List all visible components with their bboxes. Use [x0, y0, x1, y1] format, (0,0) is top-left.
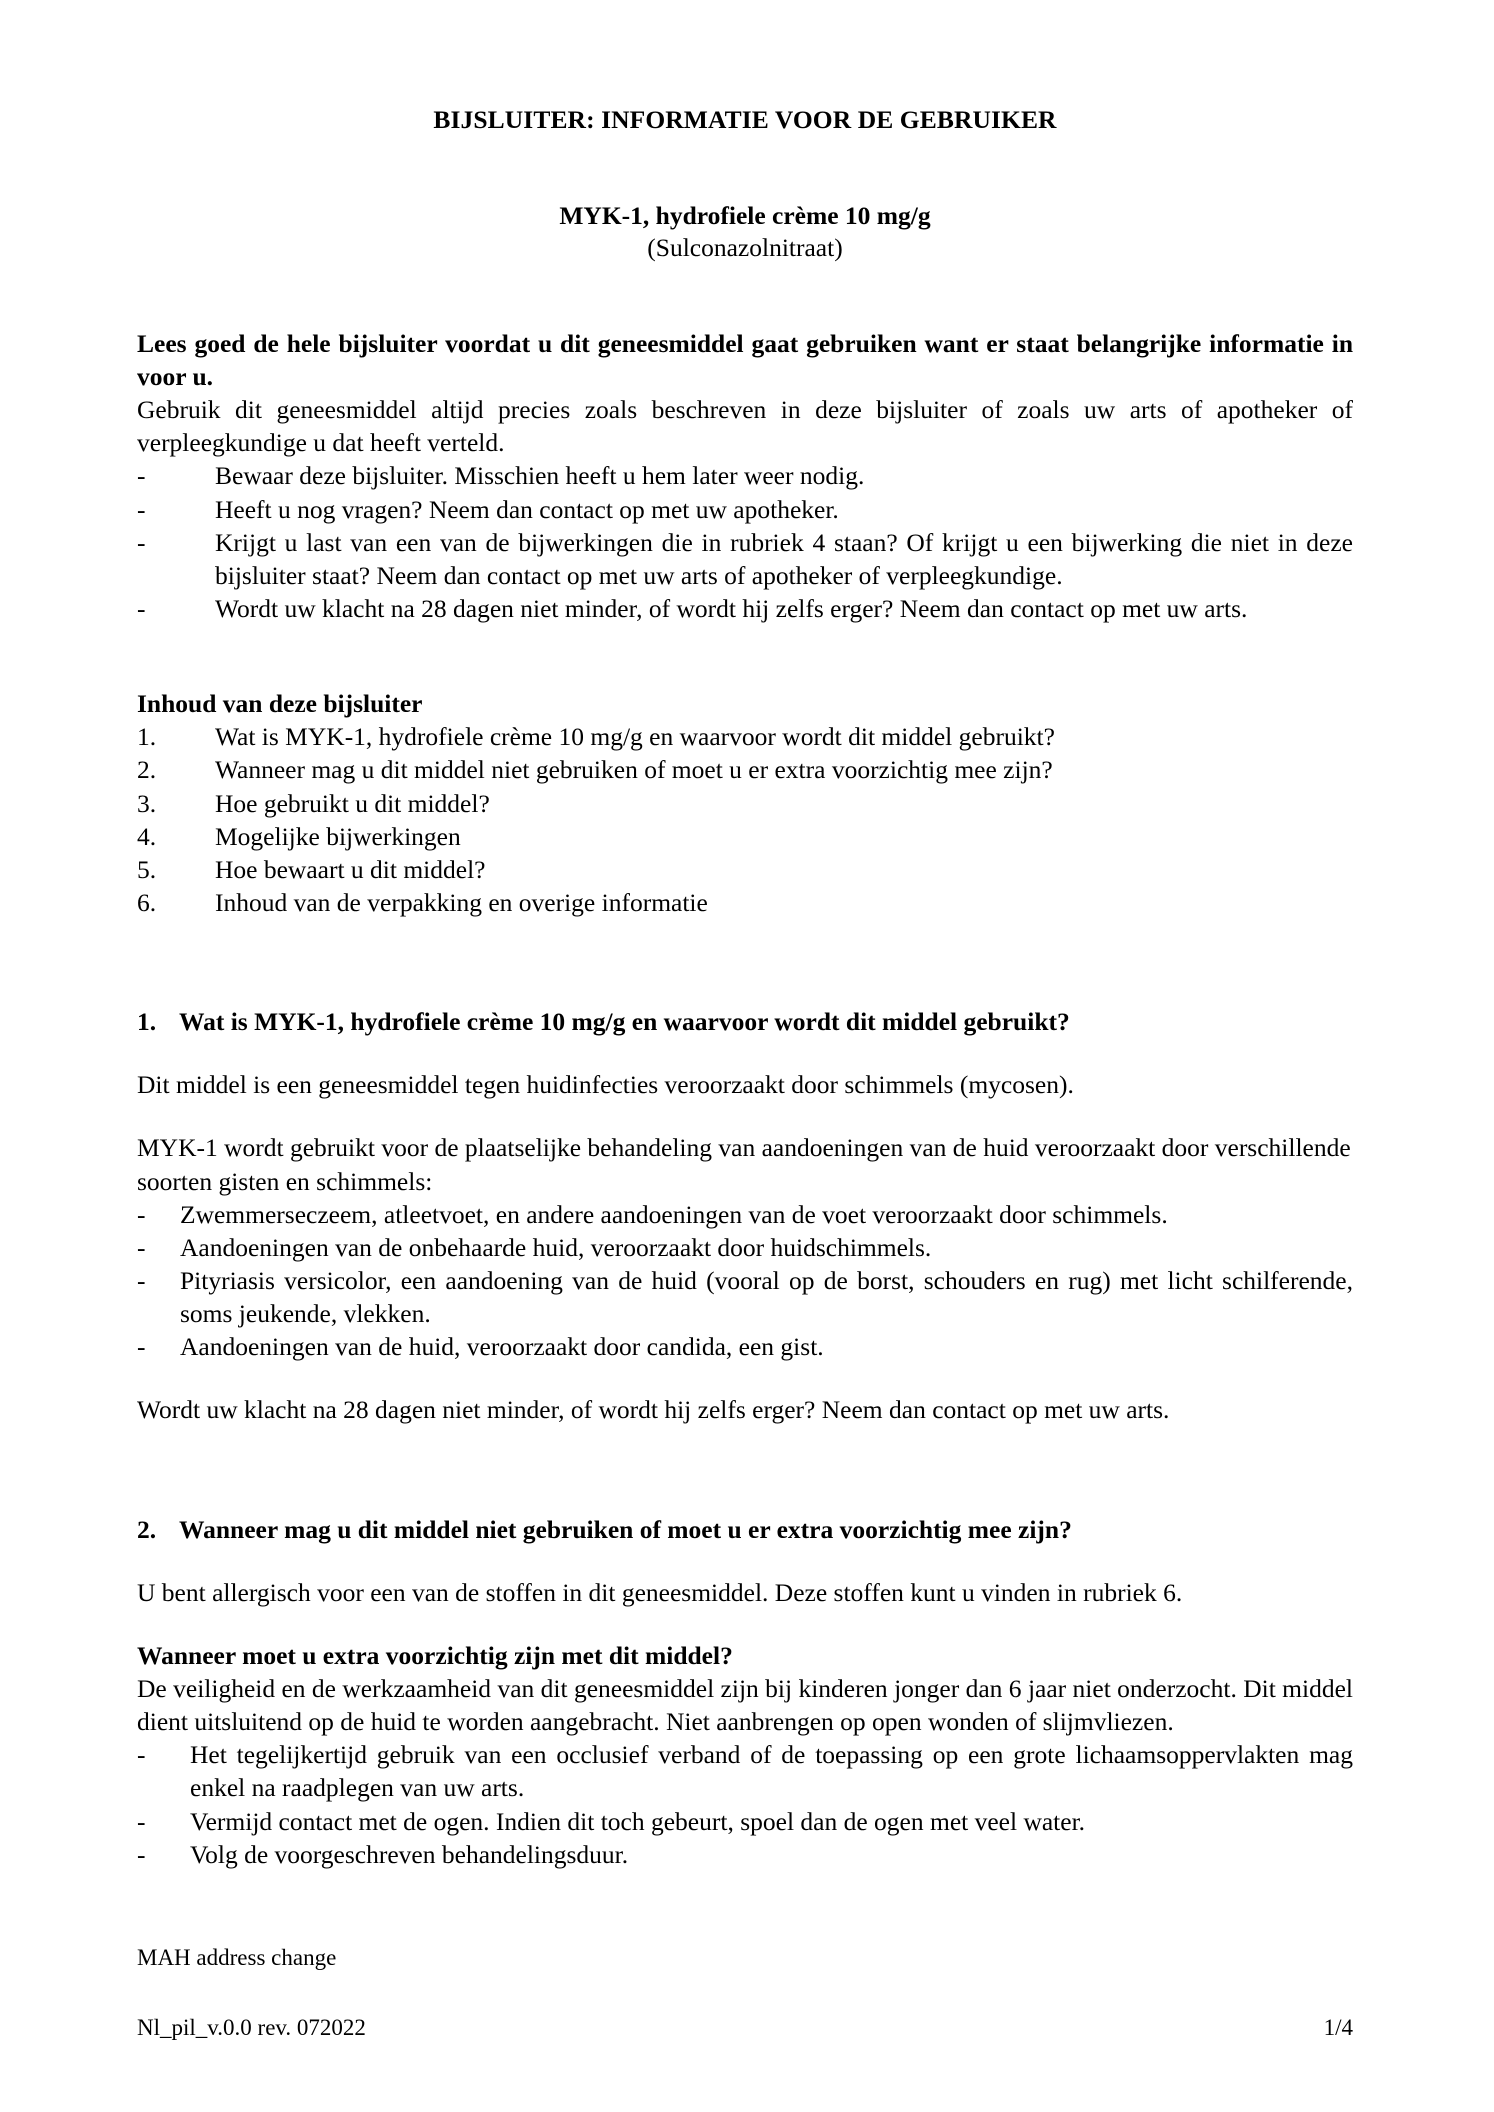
product-name: MYK-1, hydrofiele crème 10 mg/g: [559, 201, 931, 231]
list-item-label: Volg de voorgeschreven behandelingsduur.: [190, 1839, 629, 1869]
list-item-label: Aandoeningen van de huid, veroorzaakt door candida, een gist.: [180, 1332, 824, 1362]
list-item: [137, 1838, 1353, 1871]
lead-paragraph: Gebruik dit geneesmiddel altijd precies zoals beschreven in deze bijsluiter of zoals uw arts of apotheker of verpleegkundige u dat heeft verteld.: [137, 395, 1353, 458]
list-item-label: Pityriasis versicolor, een aandoening van de huid (vooral op de borst, schouders en rug) met licht schilferende, soms jeukende, vlekken.: [180, 1265, 1353, 1329]
list-item: [137, 493, 1353, 526]
dash-bullet-icon: -: [137, 593, 146, 623]
list-item: [137, 1264, 1353, 1330]
list-item-number: 6.: [137, 887, 157, 917]
list-item: [137, 787, 1353, 820]
list-item-label: Wanneer mag u dit middel niet gebruiken of moet u er extra voorzichtig mee zijn?: [215, 755, 1053, 785]
spacer: [137, 625, 1353, 687]
list-item-label: Wat is MYK-1, hydrofiele crème 10 mg/g en waarvoor wordt dit middel gebruikt?: [215, 722, 1055, 752]
footer-revision: Nl_pil_v.0.0 rev. 072022: [137, 2015, 366, 2040]
section-1-heading-label: Wat is MYK-1, hydrofiele crème 10 mg/g en waarvoor wordt dit middel gebruikt?: [179, 1007, 1070, 1037]
list-item: [137, 1738, 1353, 1804]
list-item-label: Aandoeningen van de onbehaarde huid, veroorzaakt door huidschimmels.: [180, 1232, 932, 1262]
spacer: [137, 1363, 1353, 1393]
spacer: [137, 1609, 1353, 1639]
contents-list: [137, 720, 1353, 919]
list-item-label: Krijgt u last van een van de bijwerkingen die in rubriek 4 staan? Of krijgt u een bijwerking die niet in deze bijsluiter staat? Neem dan contact op met uw arts of apotheker of verpleegkundige.: [215, 527, 1353, 590]
section-2-number: 2.: [137, 1514, 157, 1544]
section-2-bullet-list: [137, 1738, 1353, 1871]
list-item-label: Mogelijke bijwerkingen: [215, 821, 461, 851]
dash-bullet-icon: -: [137, 461, 146, 491]
section-1-paragraph-2: MYK-1 wordt gebruikt voor de plaatselijke behandeling van aandoeningen van de huid veroorzaakt door verschillende soorten gisten en schimmels:: [137, 1133, 1351, 1196]
spacer: [137, 1427, 1353, 1513]
section-2-heading-label: Wanneer mag u dit middel niet gebruiken of moet u er extra voorzichtig mee zijn?: [179, 1514, 1072, 1544]
list-item: [137, 1330, 1353, 1363]
section-2-subheading: Wanneer moet u extra voorzichtig zijn met dit middel?: [137, 1640, 733, 1670]
section-1-bullet-list: [137, 1198, 1353, 1364]
dash-bullet-icon: -: [137, 527, 146, 557]
list-item-number: 5.: [137, 854, 157, 884]
list-item: [137, 592, 1353, 625]
list-item: [137, 886, 1353, 919]
spacer: [137, 1546, 1353, 1576]
section-1-number: 1.: [137, 1007, 157, 1037]
list-item-label: Bewaar deze bijsluiter. Misschien heeft u hem later weer nodig.: [215, 461, 865, 491]
list-item-number: 4.: [137, 821, 157, 851]
section-1-paragraph-1: Dit middel is een geneesmiddel tegen huidinfecties veroorzaakt door schimmels (mycosen).: [137, 1070, 1074, 1100]
lead-bullet-list: [137, 459, 1353, 625]
list-item: [137, 720, 1353, 753]
list-item-label: Inhoud van de verpakking en overige informatie: [215, 887, 708, 917]
spacer: [137, 1101, 1353, 1131]
list-item: [137, 753, 1353, 786]
spacer: [137, 919, 1353, 1005]
list-item: [137, 526, 1353, 592]
list-item-label: Het tegelijkertijd gebruik van een occlusief verband of de toepassing op een grote lichaamsoppervlakten mag enkel na raadplegen van uw arts.: [190, 1740, 1353, 1803]
dash-bullet-icon: -: [137, 1839, 146, 1869]
list-item-number: 1.: [137, 722, 157, 752]
dash-bullet-icon: -: [137, 1265, 146, 1295]
section-2-paragraph-2: De veiligheid en de werkzaamheid van dit geneesmiddel zijn bij kinderen jonger dan 6 jaar niet onderzocht. Dit middel dient uitsluitend op de huid te worden aangebracht. Niet aanbrengen op open wonden of slijmvliezen.: [137, 1673, 1353, 1737]
dash-bullet-icon: -: [137, 1232, 146, 1262]
list-item-number: 3.: [137, 788, 157, 818]
page-title: BIJSLUITER: INFORMATIE VOOR DE GEBRUIKER: [433, 105, 1057, 134]
contents-heading: Inhoud van deze bijsluiter: [137, 689, 423, 719]
list-item: [137, 820, 1353, 853]
list-item-label: Hoe bewaart u dit middel?: [215, 854, 486, 884]
spacer: [137, 1038, 1353, 1068]
list-item: [137, 459, 1353, 492]
mah-address-change-note: MAH address change: [137, 1945, 337, 1970]
section-2-paragraph-1: U bent allergisch voor een van de stoffen in dit geneesmiddel. Deze stoffen kunt u vinden in rubriek 6.: [137, 1577, 1183, 1607]
list-item: [137, 1231, 1353, 1264]
list-item-label: Zwemmerseczeem, atleetvoet, en andere aandoeningen van de voet veroorzaakt door schimmels.: [180, 1199, 1168, 1229]
list-item: [137, 1198, 1353, 1231]
dash-bullet-icon: -: [137, 494, 146, 524]
footer-page-number: 1/4: [1323, 2015, 1353, 2040]
section-1-heading: [137, 1005, 1353, 1038]
lead-bold-intro: Lees goed de hele bijsluiter voordat u dit geneesmiddel gaat gebruiken want er staat belangrijke informatie in voor u.: [137, 328, 1353, 391]
list-item-number: 2.: [137, 755, 157, 785]
active-substance: (Sulconazolnitraat): [647, 232, 843, 262]
section-2-heading: [137, 1513, 1353, 1546]
page-footer: [137, 2014, 1353, 2042]
dash-bullet-icon: -: [137, 1806, 146, 1836]
dash-bullet-icon: -: [137, 1332, 146, 1362]
list-item-label: Wordt uw klacht na 28 dagen niet minder, of wordt hij zelfs erger? Neem dan contact op met uw arts.: [215, 593, 1248, 623]
list-item: [137, 1805, 1353, 1838]
list-item-label: Heeft u nog vragen? Neem dan contact op met uw apotheker.: [215, 494, 839, 524]
dash-bullet-icon: -: [137, 1740, 146, 1770]
list-item: [137, 853, 1353, 886]
section-1-closing: Wordt uw klacht na 28 dagen niet minder, of wordt hij zelfs erger? Neem dan contact op met uw arts.: [137, 1395, 1170, 1425]
list-item-label: Hoe gebruikt u dit middel?: [215, 788, 490, 818]
page-content: [137, 0, 1353, 1871]
list-item-label: Vermijd contact met de ogen. Indien dit toch gebeurt, spoel dan de ogen met veel water.: [190, 1806, 1086, 1836]
dash-bullet-icon: -: [137, 1199, 146, 1229]
